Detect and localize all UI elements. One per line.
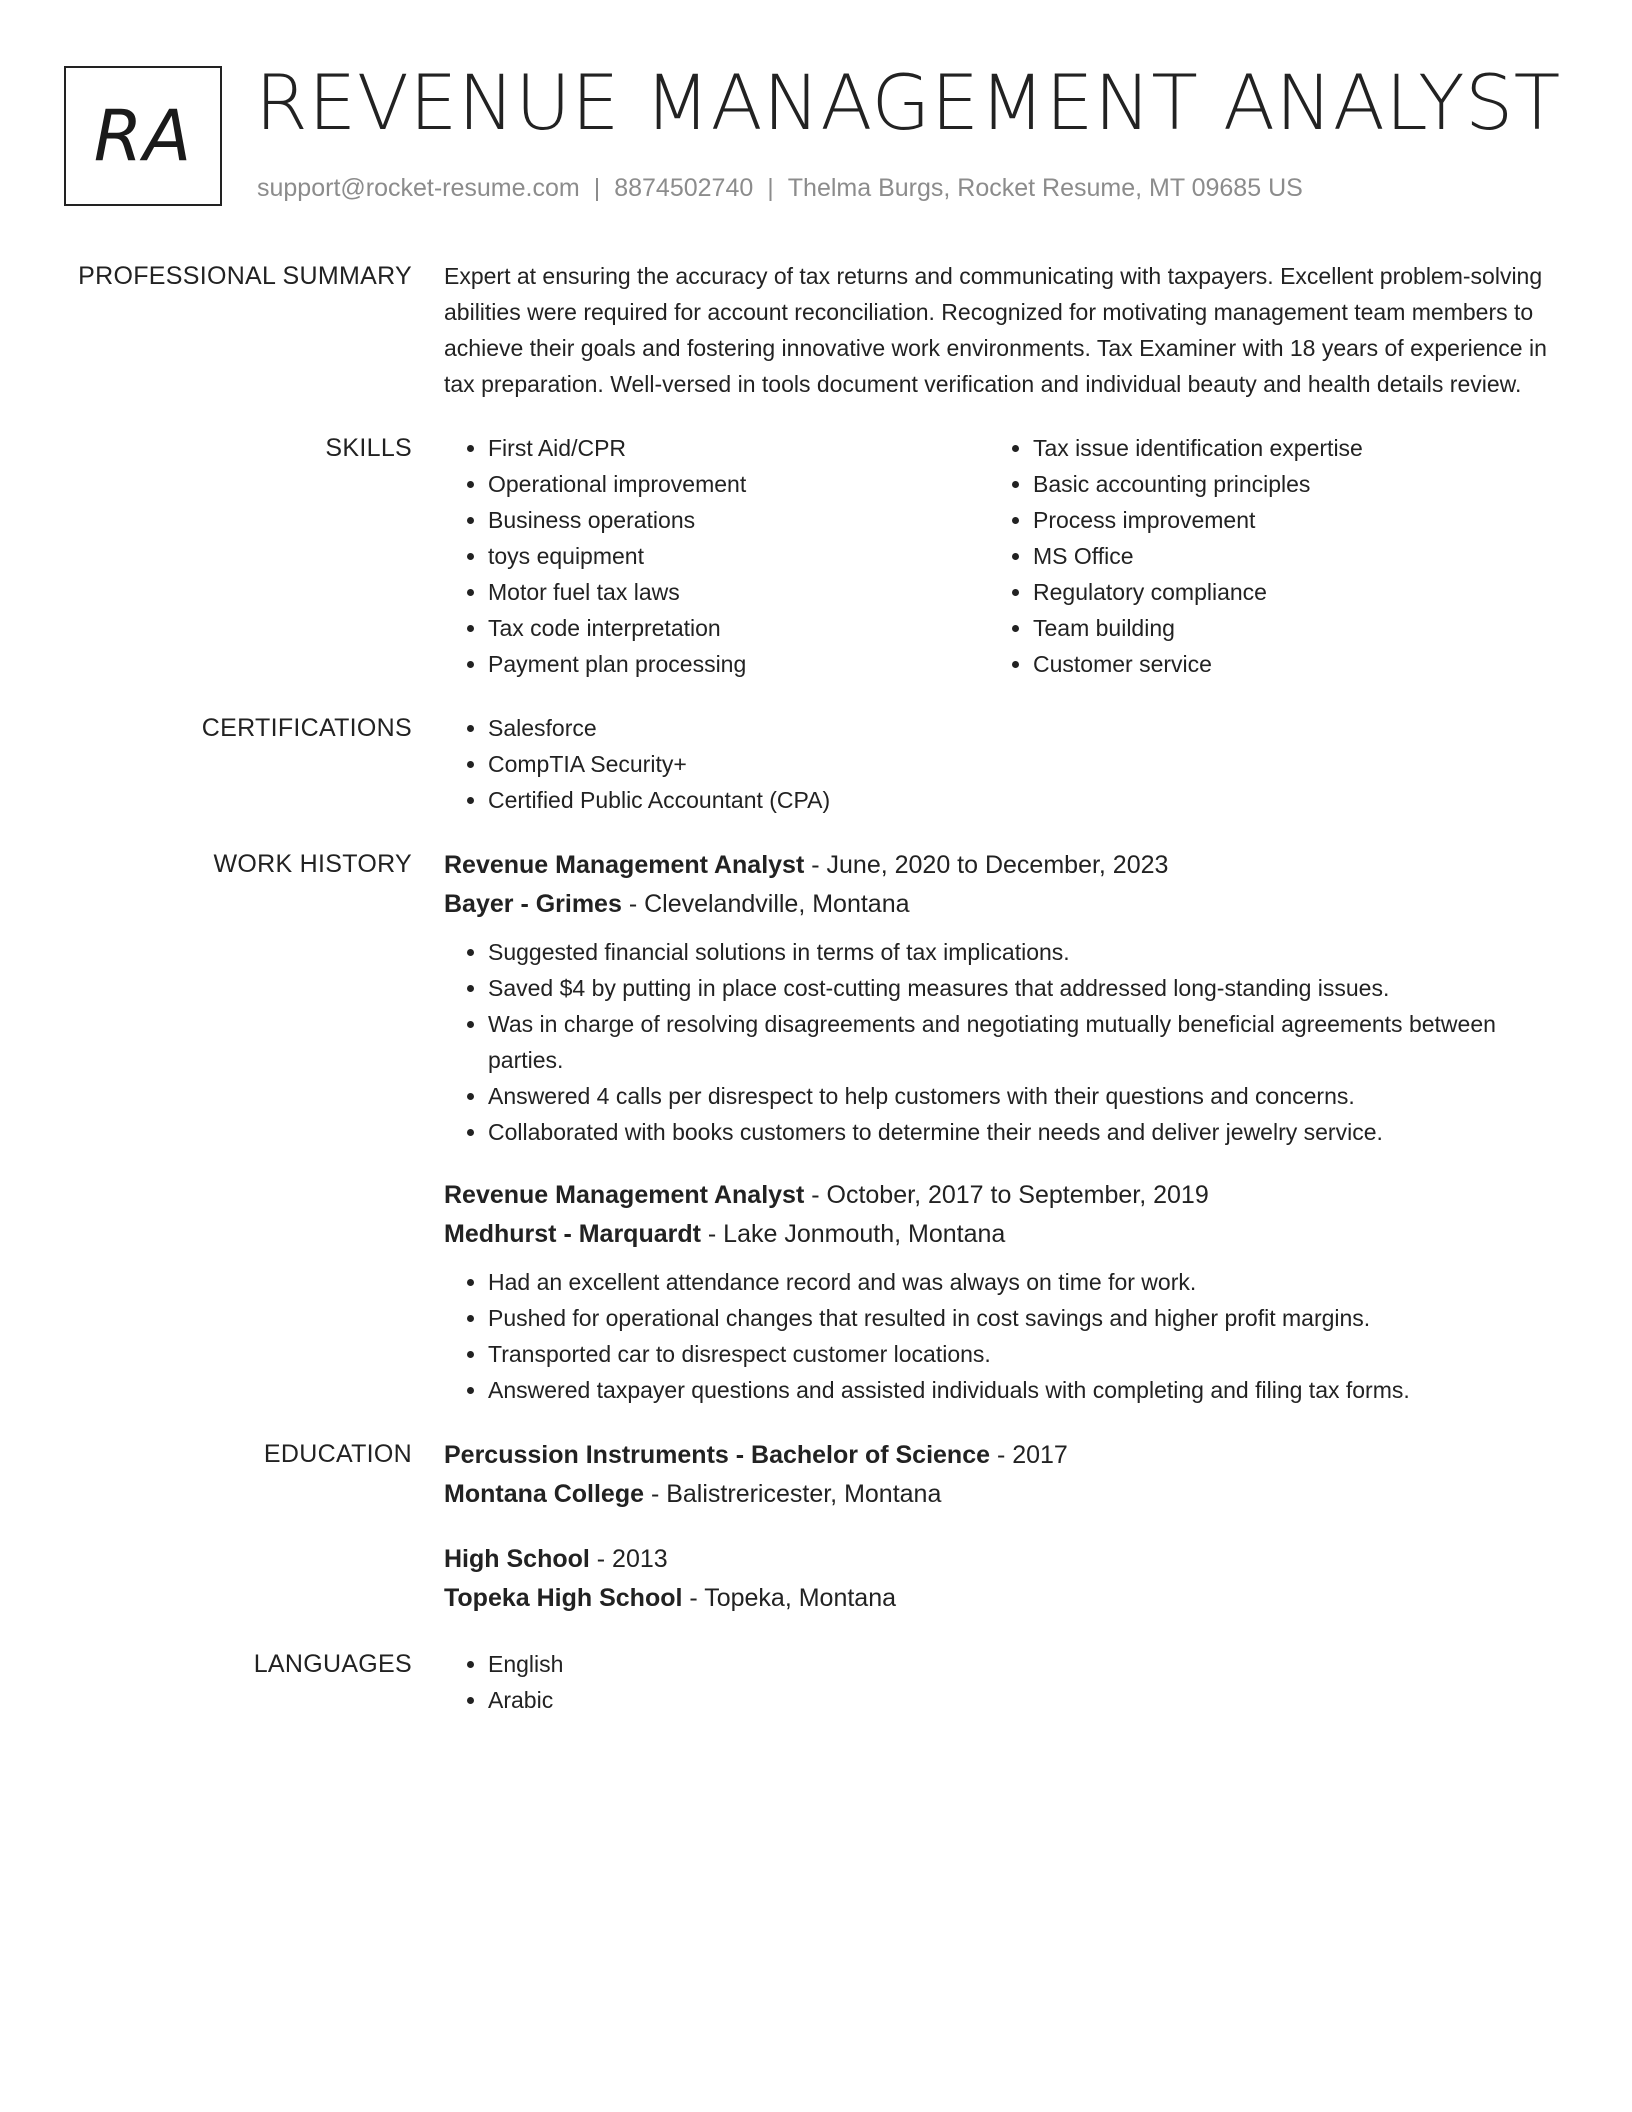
job-bullets [444,934,1559,1150]
education-entry [444,1540,1559,1618]
education-school: Topeka High School [444,1584,683,1612]
skill-item: • MS Office [1033,538,1534,574]
contact-separator: | [593,174,601,202]
job-bullet: • Answered 4 calls per disrespect to help customers with their questions and concerns. [488,1078,1559,1114]
skill-item: • Payment plan processing [488,646,989,682]
monogram-box [64,66,222,206]
job-company-line [444,885,1559,924]
section-languages [0,1646,1632,1718]
job-title: Revenue Management Analyst [444,851,805,879]
education-entry [444,1436,1559,1514]
education-school-line [444,1579,1559,1618]
summary-body [444,258,1559,402]
skill-item: • Tax issue identification expertise [1033,430,1534,466]
job-dates: - October, 2017 to September, 2019 [804,1181,1209,1209]
section-summary [0,258,1632,402]
resume-sections [0,258,1632,1742]
section-label-education: EDUCATION [263,1440,412,1468]
job-bullet: • Collaborated with books customers to determine their needs and deliver jewelry service. [488,1114,1559,1150]
work-history-body [444,846,1559,1408]
skills-column-right [989,430,1534,682]
section-education [0,1436,1632,1618]
job-dates: - June, 2020 to December, 2023 [804,851,1169,879]
monogram-initials: RA [93,95,193,177]
education-year: - 2017 [990,1441,1068,1469]
section-work-history [0,846,1632,1408]
job-title-line [444,846,1559,885]
job-entry [444,1176,1559,1408]
section-certifications [0,710,1632,818]
job-bullets [444,1264,1559,1408]
skills-column-left [444,430,989,682]
skills-list-left [444,430,989,682]
language-item: • English [488,1646,1559,1682]
skill-item: • Operational improvement [488,466,989,502]
job-company-line [444,1215,1559,1254]
education-degree: High School [444,1545,590,1573]
contact-line [257,174,1303,203]
skill-item: • Customer service [1033,646,1534,682]
job-company: Medhurst - Marquardt [444,1220,701,1248]
education-location: - Balistrericester, Montana [644,1480,942,1508]
job-bullet: • Had an excellent attendance record and was always on time for work. [488,1264,1559,1300]
certification-item: • Certified Public Accountant (CPA) [488,782,1559,818]
section-label-work-history: WORK HISTORY [213,850,412,878]
education-body [444,1436,1559,1618]
section-label-summary: PROFESSIONAL SUMMARY [78,262,412,290]
education-location: - Topeka, Montana [682,1584,897,1612]
education-school: Montana College [444,1480,645,1508]
skill-item: • First Aid/CPR [488,430,989,466]
skill-item: • Tax code interpretation [488,610,989,646]
education-degree-line [444,1540,1559,1579]
contact-email: support@rocket-resume.com [257,174,580,202]
skill-item: • Motor fuel tax laws [488,574,989,610]
job-bullet: • Was in charge of resolving disagreements and negotiating mutually beneficial agreements between parties. [488,1006,1559,1078]
job-bullet: • Suggested financial solutions in terms of tax implications. [488,934,1559,970]
job-bullet: • Pushed for operational changes that resulted in cost savings and higher profit margins. [488,1300,1559,1336]
job-title-line [444,1176,1559,1215]
contact-address: Thelma Burgs, Rocket Resume, MT 09685 US [787,174,1303,202]
job-title: Revenue Management Analyst [444,1181,805,1209]
section-label-languages: LANGUAGES [253,1650,412,1678]
language-item: • Arabic [488,1682,1559,1718]
skills-list-right [989,430,1534,682]
certifications-list [444,710,1559,818]
job-bullet: • Saved $4 by putting in place cost-cutting measures that addressed long-standing issues. [488,970,1559,1006]
education-degree-line [444,1436,1559,1475]
job-company: Bayer - Grimes [444,890,622,918]
skill-item: • Basic accounting principles [1033,466,1534,502]
summary-text: Expert at ensuring the accuracy of tax returns and communicating with taxpayers. Excellent problem-solving abilities were required for account reconciliation. Recognized for motivating management team members to achieve their goals and fostering innovative work environments. Tax Examiner with 18 years of experience in tax preparation. Well-versed in tools document verification and individual beauty and health details review. [444,263,1547,397]
job-entry [444,846,1559,1150]
certifications-body [444,710,1559,818]
skill-item: • Process improvement [1033,502,1534,538]
section-skills [0,430,1632,682]
job-location: - Lake Jonmouth, Montana [700,1220,1006,1248]
education-school-line [444,1475,1559,1514]
resume-title: REVENUE MANAGEMENT ANALYST [255,58,1561,147]
certification-item: • Salesforce [488,710,1559,746]
contact-phone: 8874502740 [614,174,754,202]
section-label-skills: SKILLS [325,434,412,462]
skill-item: • Regulatory compliance [1033,574,1534,610]
skill-item: • toys equipment [488,538,989,574]
job-bullet: • Answered taxpayer questions and assisted individuals with completing and filing tax forms. [488,1372,1559,1408]
section-label-certifications: CERTIFICATIONS [201,714,412,742]
skill-item: • Team building [1033,610,1534,646]
contact-separator: | [767,174,774,202]
skill-item: • Business operations [488,502,989,538]
certification-item: • CompTIA Security+ [488,746,1559,782]
job-bullet: • Transported car to disrespect customer locations. [488,1336,1559,1372]
job-location: - Clevelandville, Montana [621,890,910,918]
education-year: - 2013 [589,1545,668,1573]
skills-body [444,430,1559,682]
languages-list [444,1646,1559,1718]
education-degree: Percussion Instruments - Bachelor of Science [444,1441,990,1469]
languages-body [444,1646,1559,1718]
